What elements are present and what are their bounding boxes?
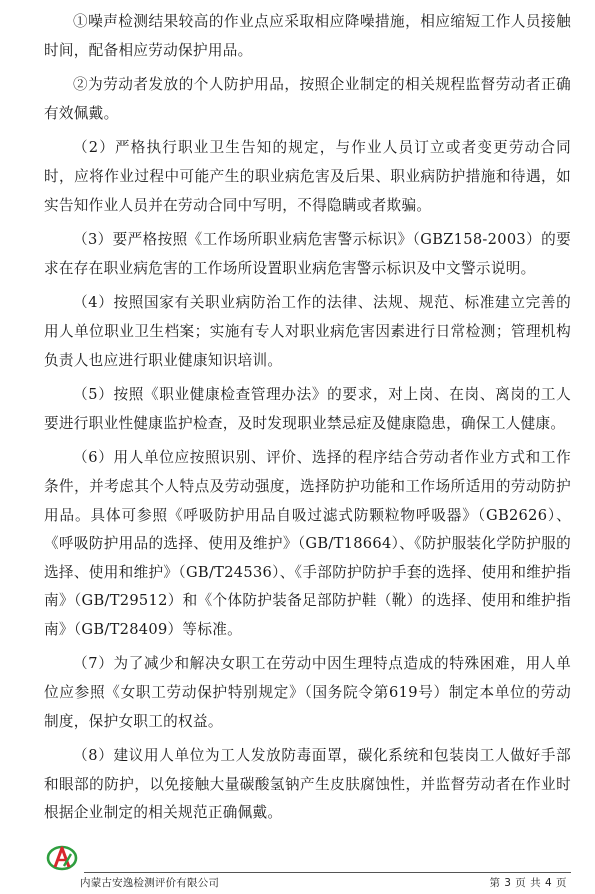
page-footer [44, 840, 571, 894]
paragraph-item-7: （7）为了减少和解决女职工在劳动中因生理特点造成的特殊困难，用人单位应参照《女职工劳动保护特别规定》（国务院令第619号）制定本单位的劳动制度，保护女职工的权益。 [44, 655, 571, 730]
page-number: 第 3 页 共 4 页 [489, 877, 567, 889]
footer-divider [84, 872, 571, 873]
paragraph-item-5: （5）按照《职业健康检查管理办法》的要求，对上岗、在岗、离岗的工人要进行职业性健康监护检查，及时发现职业禁忌症及健康隐患，确保工人健康。 [44, 386, 571, 432]
paragraph-item-6: （6）用人单位应按照识别、评价、选择的程序结合劳动者作业方式和工作条件，并考虑其个人特点及劳动强度，选择防护功能和工作场所适用的劳动防护用品。具体可参照《呼吸防护用品自吸过滤式防颗粒物呼吸器》（GB2626）、《呼吸防护用品的选择、使用及维护》（GB/T18664）、《防护服装化学防护服的选择、使用和维护》（GB/T24536）、《手部防护防护手套的选择、使用和维护指南》（GB/T29512）和《个体防护装备足部防护鞋（靴）的选择、使用和维护指南》（GB/T28409）等标准。 [44, 449, 571, 638]
paragraph-item-4: （4）按照国家有关职业病防治工作的法律、法规、规范、标准建立完善的用人单位职业卫生档案；实施有专人对职业病危害因素进行日常检测；管理机构负责人也应进行职业健康知识培训。 [44, 294, 571, 369]
company-name: 内蒙古安逸检测评价有限公司 [80, 877, 220, 889]
paragraph-item-3: （3）要严格按照《工作场所职业病危害警示标识》（GBZ158-2003）的要求在存在职业病危害的工作场所设置职业病危害警示标识及中文警示说明。 [44, 231, 571, 277]
company-logo-icon [44, 840, 84, 876]
document-body [44, 8, 571, 834]
paragraph-ppe-supervision: ②为劳动者发放的个人防护用品，按照企业制定的相关规程监督劳动者正确有效佩戴。 [44, 76, 571, 122]
paragraph-item-8: （8）建议用人单位为工人发放防毒面罩，碳化系统和包装岗工人做好手部和眼部的防护，以免接触大量碳酸氢钠产生皮肤腐蚀性，并监督劳动者在作业时根据企业制定的相关规范正确佩戴。 [44, 747, 571, 822]
paragraph-noise-measures: ①噪声检测结果较高的作业点应采取相应降噪措施，相应缩短工作人员接触时间，配备相应劳动保护用品。 [44, 13, 571, 59]
paragraph-item-2: （2）严格执行职业卫生告知的规定，与作业人员订立或者变更劳动合同时，应将作业过程中可能产生的职业病危害及后果、职业病防护措施和待遇，如实告知作业人员并在劳动合同中写明，不得隐瞒或者欺骗。 [44, 139, 571, 214]
